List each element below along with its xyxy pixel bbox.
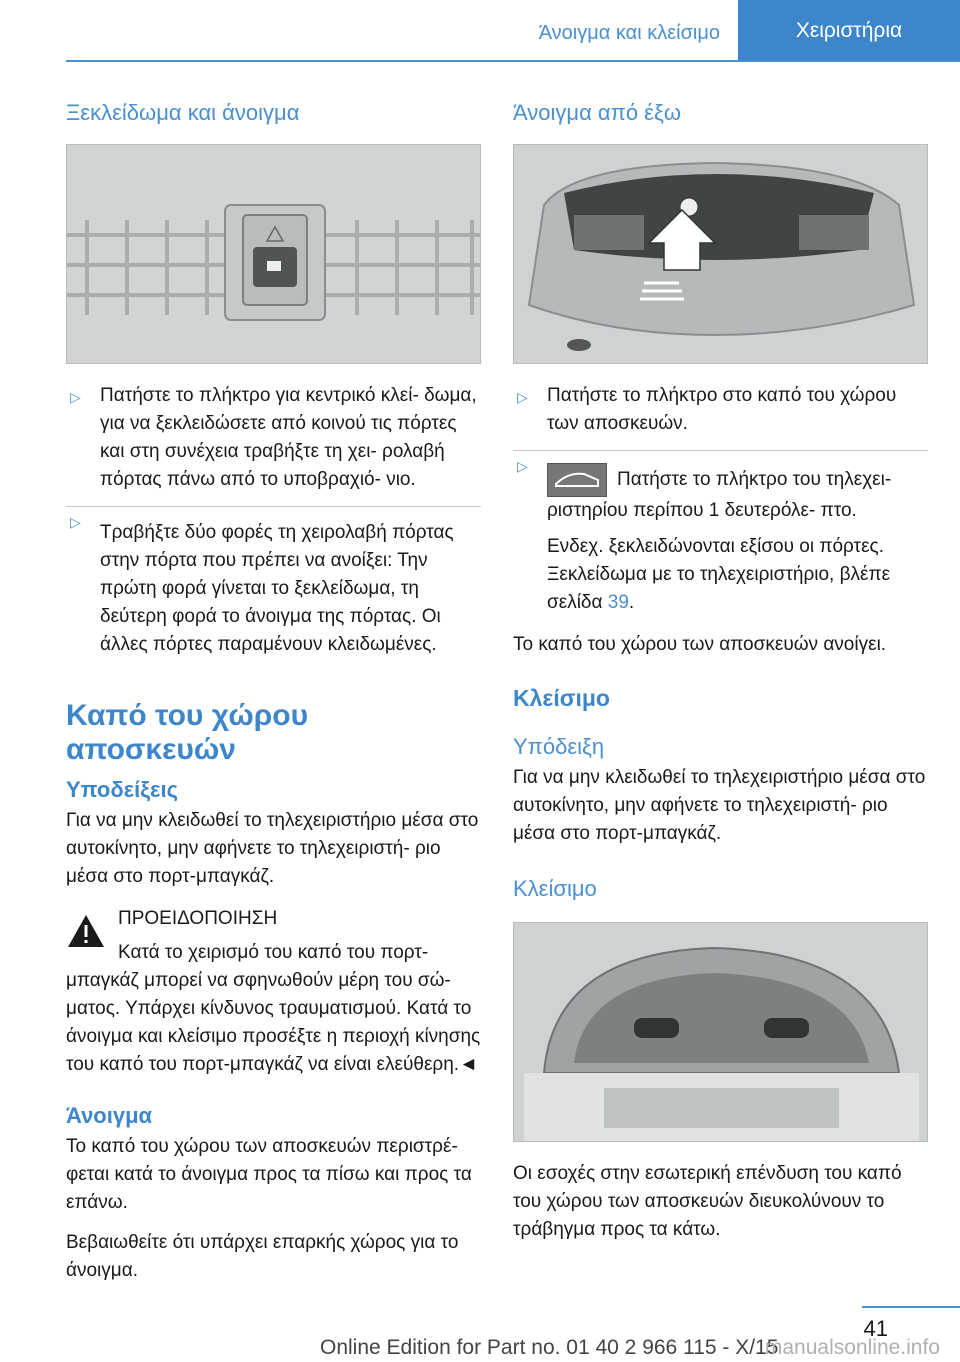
- open-outside-steps-list: [513, 382, 928, 617]
- list-item: ▷ Πατήστε το πλήκτρο του τηλεχει- ριστηρίου περίπου 1 δευτερόλε- πτο. Ενδεχ. ξεκλειδώνονται εξίσου οι πόρτες. Ξεκλείδωμα με το τηλεχειριστήριο, βλέπε σελίδα 39.: [513, 450, 928, 617]
- page-header: [0, 0, 960, 62]
- heading-hint: Υπόδειξη: [513, 734, 605, 759]
- list-item: ▷ Πατήστε το πλήκτρο για κεντρικό κλεί- δωμα, για να ξεκλειδώσετε από κοινού τις πόρτες και στη συνέχεια τραβήξτε τη χει- ρολαβή πόρτας πάνω από το υποβραχιό- νιο.: [70, 385, 477, 490]
- list-item: ▷ Πατήστε το πλήκτρο στο καπό του χώρου των αποσκευών.: [517, 385, 897, 434]
- warning-triangle-icon: [66, 913, 106, 949]
- page-number: 41: [863, 1316, 888, 1341]
- trunk-button-figure: [513, 144, 928, 364]
- footer-rule: [862, 1306, 960, 1308]
- warning-heading: ΠΡΟΕΙΔΟΠΟΙΗΣΗ: [118, 908, 278, 929]
- page-reference-link[interactable]: 39: [607, 592, 629, 613]
- header-section-title: Άνοιγμα και κλείσιμο: [538, 22, 720, 44]
- list-item: ▷ Τραβήξτε δύο φορές τη χειρολαβή πόρτας στην πόρτα που πρέπει να ανοίξει: Την πρώτη φορά γίνεται το ξεκλείδωμα, τη δεύτερη φορά το άνοιγμα της πόρτας. Οι άλλες πόρτες παραμένουν κλειδωμένες.: [66, 506, 481, 659]
- heading-closing: Κλείσιμο: [513, 685, 610, 711]
- unlock-steps-list: [66, 382, 481, 659]
- opening-paragraph-1: Το καπό του χώρου των αποσκευών περιστρέ- φεται κατά το άνοιγμα προς τα πίσω και προς τα επάνω.: [66, 1136, 472, 1213]
- warning-box: [66, 905, 481, 1079]
- section-title-unlocking: Ξεκλείδωμα και άνοιγμα: [66, 100, 300, 125]
- warning-text: Κατά το χειρισμό του καπό του πορτ- μπαγκάζ μπορεί να σφηνωθούν μέρη του σώ- ματος. Υπάρχει κίνδυνος τραυματισμού. Κατά το άνοιγμα και κλείσιμο προσέξτε η περιοχή κίνησης του καπό του πορτ-μπαγκάζ να είναι ελεύθερη.◄: [66, 942, 481, 1075]
- watermark: manualsonline.info: [764, 1336, 940, 1359]
- subheading-closing: Κλείσιμο: [513, 876, 597, 901]
- heading-opening: Άνοιγμα: [66, 1103, 153, 1128]
- edition-text: Online Edition for Part no. 01 40 2 966 115 - X/15: [320, 1336, 779, 1359]
- opening-paragraph-2: Βεβαιωθείτε ότι υπάρχει επαρκής χώρος για το άνοιγμα.: [66, 1232, 459, 1281]
- header-chapter-tab: Χειριστήρια: [738, 0, 960, 62]
- hint-paragraph: Για να μην κλειδωθεί το τηλεχειριστήριο μέσα στο αυτοκίνητο, μην αφήνετε το τηλεχειριστή- ριο μέσα στο πορτ-μπαγκάζ.: [513, 767, 926, 844]
- trunk-interior-figure: [513, 922, 928, 1142]
- hints-paragraph: Για να μην κλειδωθεί το τηλεχειριστήριο μέσα στο αυτοκίνητο, μην αφήνετε το τηλεχειριστή- ριο μέσα στο πορτ-μπαγκάζ.: [66, 810, 479, 887]
- heading-hints: Υποδείξεις: [66, 777, 179, 802]
- left-column: [66, 100, 481, 1297]
- header-rule: [66, 60, 960, 62]
- right-column: [513, 100, 928, 1256]
- heading-trunk-lid: Καπό του χώρου αποσκευών: [66, 699, 309, 766]
- remote-trunk-key-icon: [547, 463, 607, 497]
- door-lock-button-figure: [66, 144, 481, 364]
- trunk-opens-paragraph: Το καπό του χώρου των αποσκευών ανοίγει.: [513, 634, 887, 655]
- page-footer: [0, 1306, 960, 1362]
- closing-paragraph: Οι εσοχές στην εσωτερική επένδυση του καπό του χώρου των αποσκευών διευκολύνουν το τράβηγμα προς τα κάτω.: [513, 1163, 902, 1240]
- section-title-opening-outside: Άνοιγμα από έξω: [513, 100, 681, 125]
